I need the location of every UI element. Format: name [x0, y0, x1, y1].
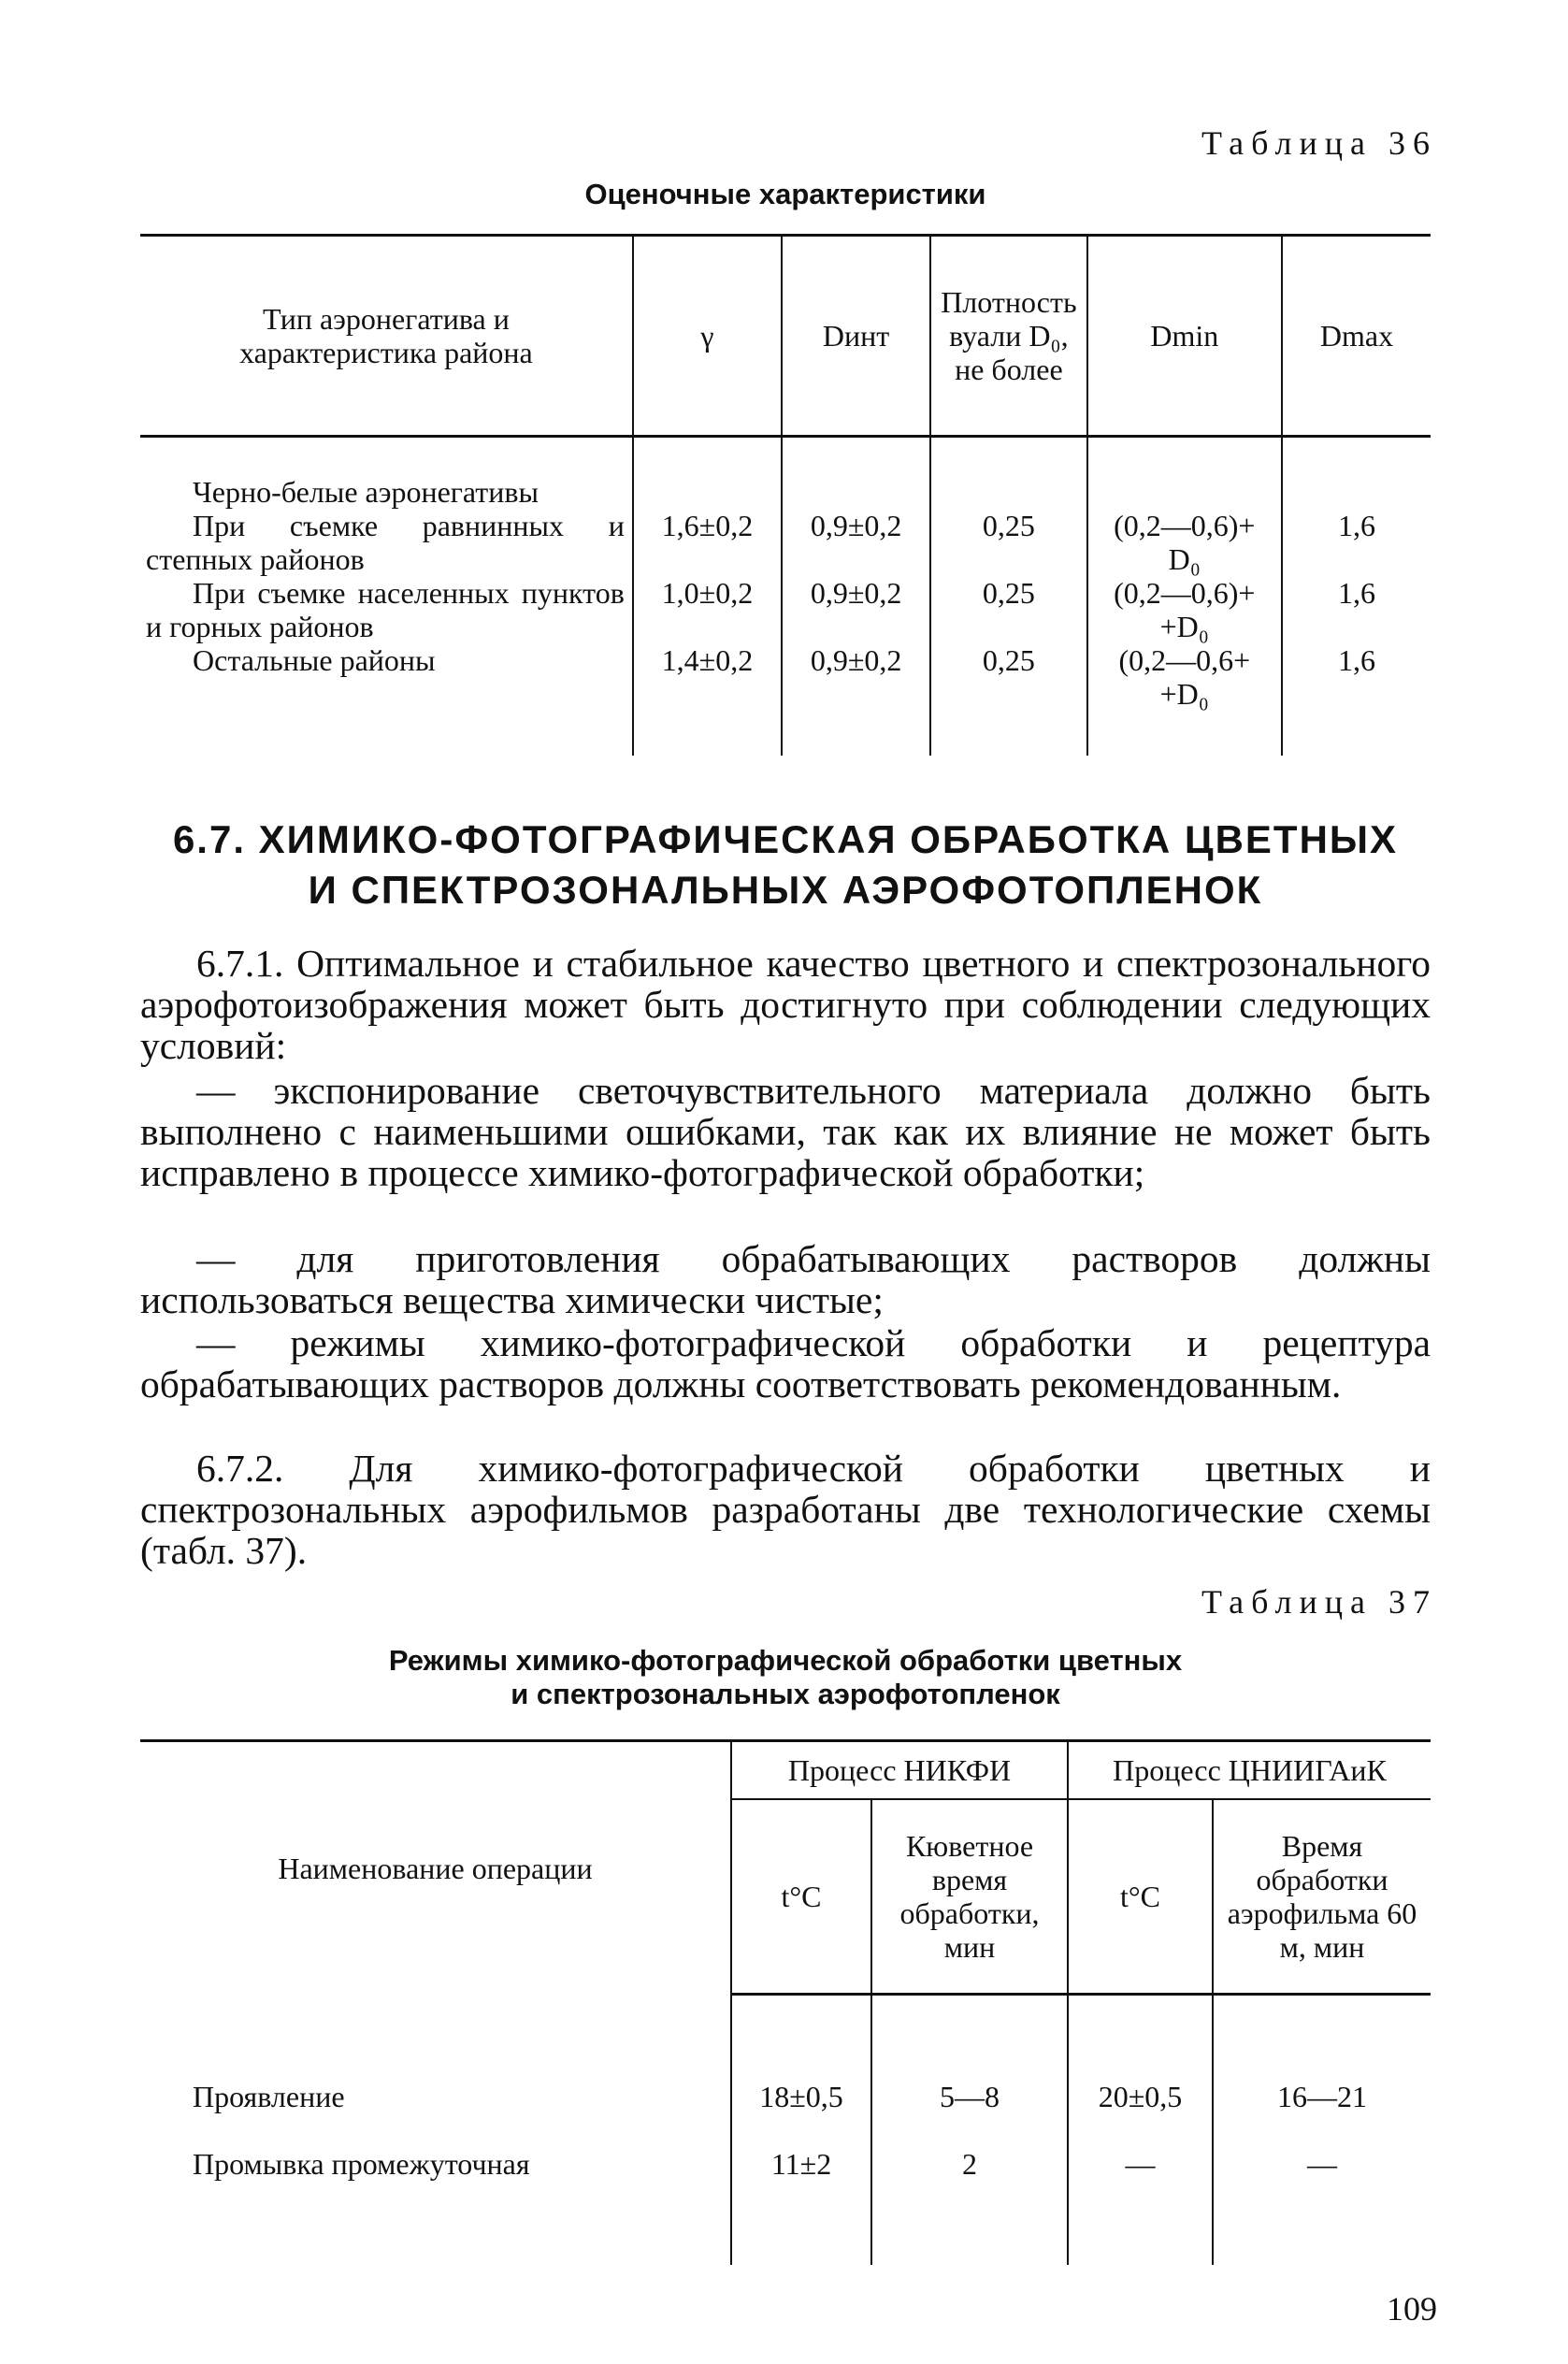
header-film-time: Время обработки аэрофильма 60 м, мин	[1213, 1799, 1431, 1995]
row-fog: 0,25	[930, 509, 1086, 576]
row-gamma: 1,4±0,2	[633, 643, 782, 711]
table-row	[140, 2063, 1431, 2130]
row-dint: 0,9±0,2	[782, 643, 930, 711]
row-dmin: (0,2—0,6+ +D₀	[1087, 643, 1283, 711]
table-37-group-header-row	[140, 1741, 1431, 1800]
section-heading-line-2: И СПЕКТРОЗОНАЛЬНЫХ АЭРОФОТОПЛЕНОК	[308, 868, 1263, 912]
header-dint: Dинт	[782, 236, 930, 437]
row-gamma: 1,0±0,2	[633, 576, 782, 643]
header-process-cniigaik: Процесс ЦНИИГАиК	[1068, 1741, 1431, 1800]
row-t1: 18±0,5	[731, 2063, 871, 2130]
row-type: При съемке равнинных и степных районов	[146, 509, 625, 576]
row-t2: —	[1068, 2130, 1213, 2198]
table-row	[140, 509, 1431, 576]
header-fog-density: Плотность вуали D₀, не более	[930, 236, 1086, 437]
row-t1: 11±2	[731, 2130, 871, 2198]
header-operation-name: Наименование операции	[140, 1741, 731, 1995]
table-row	[140, 437, 1431, 476]
table-row	[140, 2130, 1431, 2198]
table-36-label: Таблица 36	[1201, 124, 1437, 162]
row-cuvette-time: 2	[871, 2130, 1068, 2198]
row-type: При съемке населенных пунктов и горных районов	[146, 576, 625, 643]
row-dmin: (0,2—0,6)+ D₀	[1087, 509, 1283, 576]
row-film-time: 16—21	[1213, 2063, 1431, 2130]
section-heading-line-1: 6.7. ХИМИКО-ФОТОГРАФИЧЕСКАЯ ОБРАБОТКА ЦВЕТНЫХ	[172, 817, 1399, 861]
table-row	[140, 2198, 1431, 2265]
table-37	[140, 1739, 1431, 2265]
paragraph-condition-2: — для приготовления обрабатывающих растворов должны использоваться вещества химически чистые;	[140, 1237, 1431, 1321]
header-dmax: Dmax	[1282, 236, 1431, 437]
row-fog: 0,25	[930, 643, 1086, 711]
page-number: 109	[1387, 2290, 1437, 2328]
header-gamma: γ	[633, 236, 782, 437]
table-row	[140, 1995, 1431, 2064]
table-row	[140, 711, 1431, 756]
table-36-caption: Оценочные характеристики	[584, 178, 986, 210]
table-36-header-row	[140, 236, 1431, 437]
table-row	[140, 475, 1431, 509]
group-row-label: Черно-белые аэронегативы	[193, 475, 539, 509]
table-36	[140, 234, 1431, 756]
row-operation: Проявление	[193, 2080, 345, 2113]
table-row	[140, 576, 1431, 643]
row-operation: Промывка промежуточная	[193, 2147, 530, 2181]
paragraph-condition-3: — режимы химико-фотографической обработки и рецептура обрабатывающих растворов должны соответствовать рекомендованным.	[140, 1321, 1431, 1405]
row-dint: 0,9±0,2	[782, 576, 930, 643]
row-dmax: 1,6	[1282, 576, 1431, 643]
row-gamma: 1,6±0,2	[633, 509, 782, 576]
header-aeronegative-type: Тип аэронегатива и характеристика района	[140, 236, 633, 437]
paragraph-6-7-1: 6.7.1. Оптимальное и стабильное качество цветного и спектрозонального аэрофотоизображения может быть достигнуто при соблюдении следующих условий:	[140, 942, 1431, 1067]
row-dint: 0,9±0,2	[782, 509, 930, 576]
row-dmax: 1,6	[1282, 643, 1431, 711]
row-t2: 20±0,5	[1068, 2063, 1213, 2130]
row-dmin: (0,2—0,6)+ +D₀	[1087, 576, 1283, 643]
header-cuvette-time: Кюветное время обработки, мин	[871, 1799, 1068, 1995]
row-film-time: —	[1213, 2130, 1431, 2198]
row-type: Остальные районы	[193, 643, 436, 677]
table-37-caption-line-2: и спектрозональных аэрофотопленок	[511, 1678, 1060, 1710]
row-cuvette-time: 5—8	[871, 2063, 1068, 2130]
header-temperature-cniigaik: t°C	[1068, 1799, 1213, 1995]
paragraph-condition-1: — экспонирование светочувствительного материала должно быть выполнено с наименьшими ошибками, так как их влияние не может быть исправлено в процессе химико-фотографической обработки;	[140, 1069, 1431, 1194]
table-37-label: Таблица 37	[1201, 1583, 1437, 1621]
paragraph-6-7-2: 6.7.2. Для химико-фотографической обработки цветных и спектрозональных аэрофильмов разработаны две технологические схемы (табл. 37).	[140, 1447, 1431, 1572]
header-process-nikfi: Процесс НИКФИ	[731, 1741, 1068, 1800]
row-dmax: 1,6	[1282, 509, 1431, 576]
table-row	[140, 643, 1431, 711]
table-37-caption-line-1: Режимы химико-фотографической обработки цветных	[388, 1644, 1183, 1677]
header-temperature-nikfi: t°C	[731, 1799, 871, 1995]
row-fog: 0,25	[930, 576, 1086, 643]
header-dmin: Dmin	[1087, 236, 1283, 437]
